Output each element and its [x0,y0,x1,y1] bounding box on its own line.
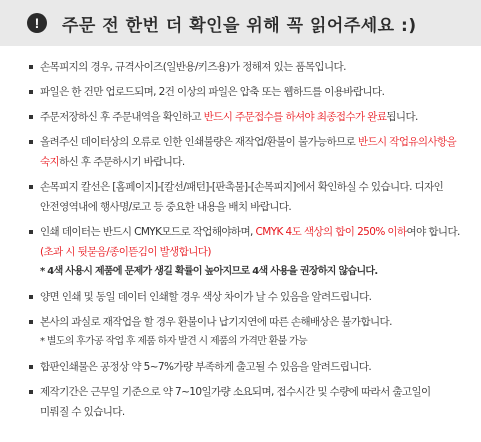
item-highlight: 반드시 작업유의사항을 숙지 [40,136,457,168]
item-note: * 4색 사용시 제품에 문제가 생길 확률이 높아지므로 4색 사용을 권장하지 않습니다. [40,266,378,277]
list-item [40,222,461,282]
item-text: 본사의 과실로 재작업을 할 경우 환불이나 납기지연에 따른 손해배상은 불가합니다. [40,316,392,328]
item-text: 여야 합니다. [406,226,460,238]
list-item [40,82,461,102]
list-item [40,107,461,127]
bullet-icon [29,90,33,94]
item-text: 합판인쇄물은 공정상 약 5~7%가량 부족하게 출고될 수 있음을 알려드립니다. [40,361,372,373]
item-highlight: CMYK 4도 색상의 합이 250% 이하 [255,226,407,238]
item-text: 손목피지 칼선은 [홈페이지]-[칼선/패턴]-[판촉물]-[손목피지]에서 확인하실 수 있습니다. 디자인 안전영역내에 행사명/로고 등 중요한 내용을 배치 바랍니다. [40,181,444,213]
list-item [40,287,461,307]
item-warning: (초과 시 뒷묻음/종이뜯김이 발생합니다) [40,246,211,258]
bullet-icon [29,320,33,324]
bullet-icon [29,230,33,234]
list-item [40,132,461,172]
bullet-icon [29,65,33,69]
bullet-icon [29,185,33,189]
notice-list [0,46,481,422]
bullet-icon [29,365,33,369]
bullet-icon [29,295,33,299]
list-item [40,57,461,77]
item-text: 올려주신 데이터상의 오류로 인한 인쇄불량은 재작업/환불이 불가능하므로 [40,136,358,148]
item-text: 제작기간은 근무일 기준으로 약 7~10일가량 소요되며, 접수시간 및 수량에 따라서 출고일이 미뤄질 수 있습니다. [40,386,431,418]
item-text: 손목피지의 경우, 규격사이즈(일반용/키즈용)가 정해져 있는 품목입니다. [40,61,346,73]
notice-title: 주문 전 한번 더 확인을 위해 꼭 읽어주세요 :) [62,15,417,36]
list-item [40,357,461,377]
bullet-icon [29,140,33,144]
list-item [40,312,461,352]
item-text: 하신 후 주문하시기 바랍니다. [59,156,185,168]
list-item [40,177,461,217]
item-text: 주문저장하신 후 주문내역을 확인하고 [40,111,204,123]
alert-icon: ! [27,13,47,33]
item-text: 됩니다. [386,111,418,123]
item-note: * 별도의 후가공 작업 후 제품 하자 발견 시 제품의 가격만 환불 가능 [40,336,308,347]
list-item [40,382,461,422]
item-text: 양면 인쇄 및 동일 데이터 인쇄할 경우 색상 차이가 날 수 있음을 알려드립니다. [40,291,372,303]
notice-header [0,0,481,46]
bullet-icon [29,115,33,119]
item-text: 인쇄 데이터는 반드시 CMYK모드로 작업해야하며, [40,226,256,238]
bullet-icon [29,390,33,394]
item-text: 파일은 한 건만 업로드되며, 2건 이상의 파일은 압축 또는 웹하드를 이용바랍니다. [40,86,385,98]
item-highlight: 반드시 주문접수를 하셔야 최종접수가 완료 [203,111,387,123]
